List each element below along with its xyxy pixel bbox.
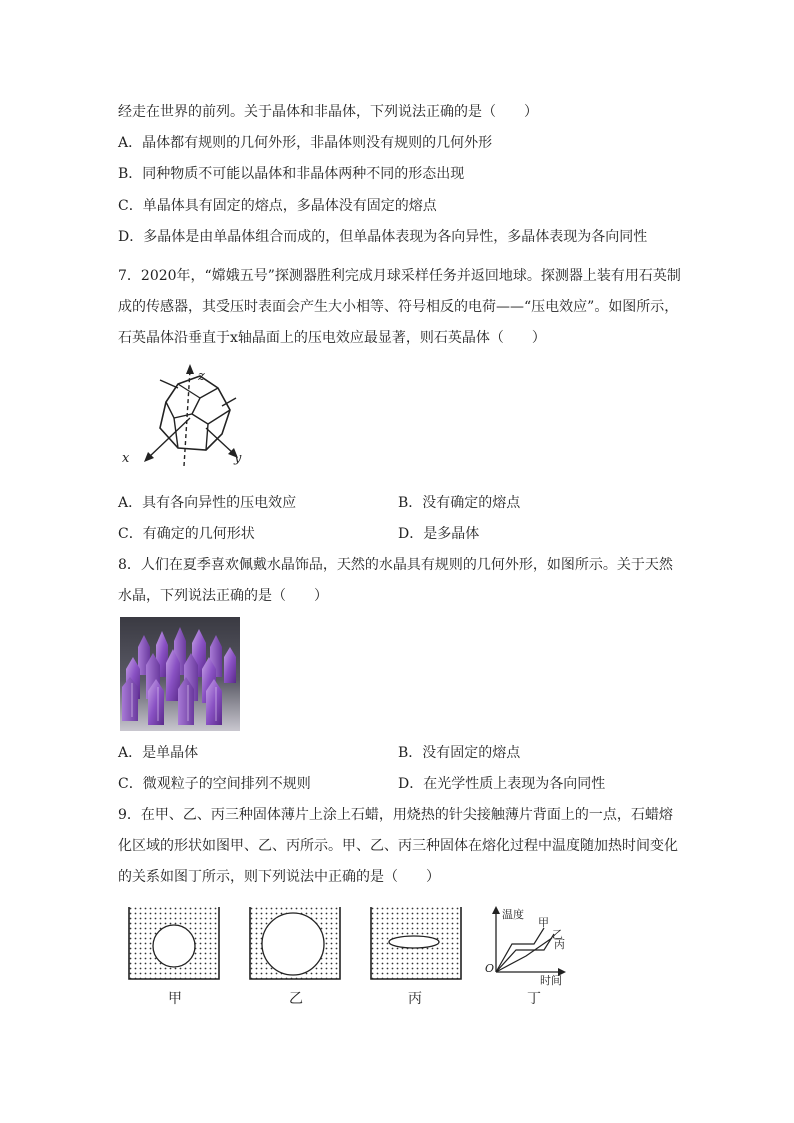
q7-option-a: A．具有各向异性的压电效应 [118,495,297,511]
caption-bing: 丙 [408,991,422,1007]
q7-stem-line-3: 石英晶体沿垂直于x轴晶面上的压电效应最显著，则石英晶体（ ） [118,330,546,346]
q8-option-a: A．是单晶体 [118,745,199,761]
graph-label-jia: 甲 [538,916,549,929]
q7-stem-line-2: 成的传感器，其受压时表面会产生大小相等、符号相反的电荷——“压电效应”。如图所示， [118,299,679,315]
axis-label-y: y [234,451,242,466]
q8-option-b: B．没有固定的熔点 [398,745,521,761]
q7-option-c: C．有确定的几何形状 [118,526,255,542]
caption-jia: 甲 [168,991,182,1007]
figure-yi [249,906,341,980]
graph-xlabel: 时间 [540,974,562,986]
q9-stem-line-1: 9．在甲、乙、丙三种固体薄片上涂上石蜡，用烧热的针尖接触薄片背面上的一点，石蜡熔 [118,807,673,823]
q8-stem-line-1: 8．人们在夏季喜欢佩戴水晶饰品，天然的水晶具有规则的几何外形，如图所示。关于天然 [118,557,673,573]
graph-curve-yi [496,934,554,972]
axis-label-z: z [198,369,205,384]
q9-stem-line-3: 的关系如图丁所示，则下列说法中正确的是（ ） [118,869,440,885]
q7-stem-line-1: 7．2020年，“嫦娥五号”探测器胜利完成月球采样任务并返回地球。探测器上装有用石英制 [118,268,681,284]
q7-option-b: B．没有确定的熔点 [398,495,521,511]
q7-option-d: D．是多晶体 [398,526,480,542]
q6-stem-tail: 经走在世界的前列。关于晶体和非晶体，下列说法正确的是（ ） [118,104,538,120]
figure-jia [128,906,220,980]
q9-stem-line-2: 化区域的形状如图甲、乙、丙所示。甲、乙、丙三种固体在熔化过程中温度随加热时间变化 [118,838,678,854]
q6-option-a: A．晶体都有规则的几何外形，非晶体则没有规则的几何外形 [118,135,493,151]
amethyst-crystals-photo [120,617,240,731]
graph-label-bing: 丙 [554,938,565,951]
graph-origin: O [485,962,495,975]
graph-ylabel: 温度 [502,908,524,921]
quartz-crystal-figure [118,358,268,473]
q6-option-c: C．单晶体具有固定的熔点，多晶体没有固定的熔点 [118,198,437,214]
figure-bing [370,906,462,980]
axis-label-x: x [122,451,130,466]
graph-curve-bing [496,938,552,972]
q6-option-d: D．多晶体是由单晶体组合而成的，但单晶体表现为各向异性，多晶体表现为各向同性 [118,229,648,245]
caption-yi: 乙 [289,991,303,1007]
figure-ding-temperature-time-graph [482,904,592,986]
q6-option-b: B．同种物质不可能以晶体和非晶体两种不同的形态出现 [118,166,465,182]
q8-option-c: C．微观粒子的空间排列不规则 [118,776,311,792]
q8-option-d: D．在光学性质上表现为各向同性 [398,776,606,792]
graph-label-yi: 乙 [552,928,563,941]
q8-stem-line-2: 水晶，下列说法正确的是（ ） [118,588,328,604]
caption-ding: 丁 [527,991,541,1007]
